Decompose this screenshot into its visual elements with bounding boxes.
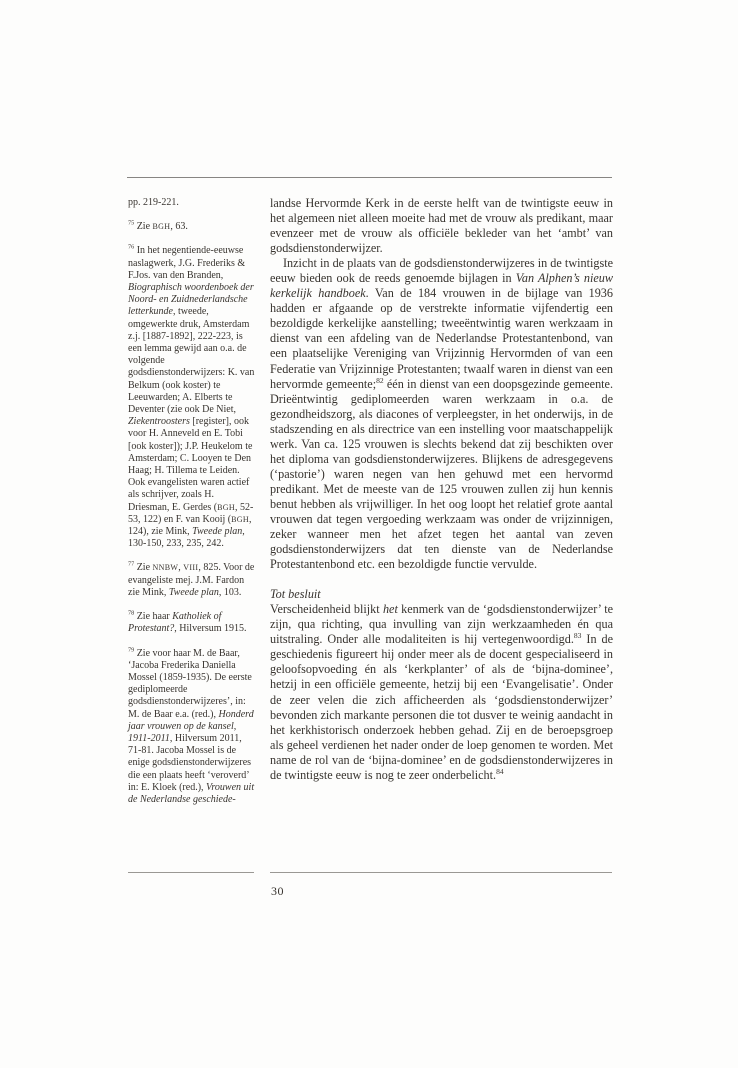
page-number: 30 [271,884,284,898]
footnotes-column [128,197,256,818]
paragraph: landse Hervormde Kerk in de eerste helft van de twintigste eeuw in het algemeen niet alleen moeite had met de vrouw als predikant, maar evenzeer met de vrouw als officiële bekleder van het ‘ambt’ van godsdienstonderwijzer. [270,196,613,256]
paragraph: Inzicht in de plaats van de godsdienstonderwijzeres in de twintigste eeuw bieden ook de reeds genoemde bijlagen in Van Alphen’s nieuw kerkelijk handboek. Van de 184 vrouwen in de bijlage van 1936 hadden er afgaande op de verstrekte informatie vijfendertig een bezoldigde kerkelijke aanstelling; tweeëntwintig waren werkzaam in dienst van een afdeling van de Nederlandse Protestantenbond, van een plaatselijke Vereniging van Vrijzinnig Hervormden of van een Federatie van Vrijzinnige Protestanten; twaalf waren in dienst van een hervormde gemeente;$^{82}$ één in dienst van een doopsgezinde gemeente. Drieëntwintig gediplomeerden waren werkzaam in o.a. de gezondheidszorg, als diacones of verpleegster, in het onderwijs, in de stadszending en als directrice van een instelling voor maatschappelijk werk. Van ca. 125 vrouwen is slechts bekend dat zij beschikten over het diploma van godsdienstonderwijzeres. Blijkens de adresgegevens (‘pastorie’) waren negen van hen gehuwd met een hervormd predikant. Met de meeste van de 125 vrouwen zullen zij hun kennis benut hebben als vrijwilliger. In het oog loopt het relatief grote aantal vrouwen dat tegen vergoeding werkzaam was onder de vrijzinnigen, zeker wanneer men het afzet tegen het aantal van zeven godsdienstonderwijzers dat ten dienste van de Nederlandse Protestantenbond etc. een bezoldigde functie vervulde. [270,256,614,572]
footnote: $^{75}$ Zie BGH, 63. [128,219,188,233]
footnote: pp. 219-221. [128,197,179,208]
main-text-column [270,196,613,783]
footnote: $^{78}$ Zie haar Katholiek of Protestant?, Hilversum 1915. [128,609,247,635]
footnote: $^{77}$ Zie NNBW, VIII, 825. Voor de evangeliste mej. J.M. Fardon zie Mink, Tweede plan, 103. [128,561,255,598]
footer-rule-right [270,872,612,873]
footnote: $^{76}$ In het negentiende-eeuwse naslagwerk, J.G. Frederiks & F.Jos. van den Branden, Biographisch woordenboek der Noord- en Zuidnederlandsche letterkunde, tweede, omgewerkte druk, Amsterdam z.j. [1887-1892], 222-223, is een lemma gewijd aan o.a. de volgende godsdienstonderwijzers: K. van Belkum (ook koster) te Leeuwarden; A. Elberts te Deventer (zie ook De Niet, Ziekentroosters [register], ook voor H. Anneveld en E. Tobi [ook koster]); J.P. Heukelom te Amsterdam; C. Looyen te Den Haag; H. Tillema te Leiden. Ook evangelisten waren actief als schrijver, zoals H. Driesman, E. Gerdes (BGH, 52-53, 122) en F. van Kooij (BGH, 124), zie Mink, Tweede plan, 130-150, 233, 235, 242. [128,244,255,550]
header-rule [127,177,612,178]
footer-rule-left [128,872,254,873]
footnote: $^{79}$ Zie voor haar M. de Baar, ‘Jacoba Frederika Daniella Mossel (1859-1935). De eerste gediplomeerde godsdienstonderwijzeres’, in: M. de Baar e.a. (red.), Honderd jaar vrouwen op de kansel, 1911-2011, Hilversum 2011, 71-81. Jacoba Mossel is de enige godsdienstonderwijzeres die een plaats heeft ‘veroverd’ in: E. Kloek (red.), Vrouwen uit de Nederlandse geschiede- [128,646,255,805]
section-heading: Tot besluit [270,587,321,602]
paragraph: Verscheidenheid blijkt het kenmerk van de ‘godsdienstonderwijzer’ te zijn, qua richting, qua invulling van zijn werkzaamheden én qua uitstraling. Onder alle modaliteiten is hij vertegenwoordigd.$^{83}$ In de geschiedenis figureert hij onder meer als de docent gespecialiseerd in geloofsopvoeding én als ‘kerkplanter’ of als de ‘bijna-dominee’, hetzij in een officiële gemeente, hetzij bij een ‘Evangelisatie’. Onder de zeer velen die zich afficheerden als ‘godsdienstonderwijzer’ bevonden zich markante personen die tot dusver te weinig aandacht in het kerkhistorisch onderzoek hebben gehad. Zij en de beroepsgroep als geheel verdienen het nader onder de loep genomen te worden. Met name de rol van de ‘bijna-dominee’ en de godsdienstonderwijzeres in de twintigste eeuw is nog te zeer onderbelicht.$^{84}$ [270,602,614,782]
